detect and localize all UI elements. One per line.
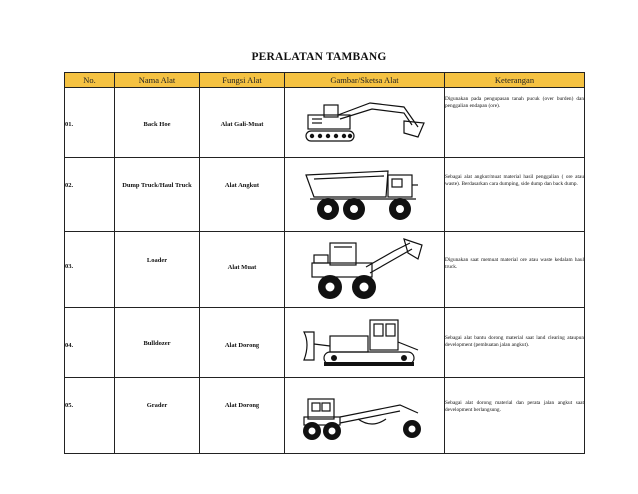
row-number: 02.	[65, 158, 115, 232]
equipment-image-cell	[285, 158, 445, 232]
equipment-function: Alat Angkut	[200, 158, 285, 232]
table-row	[65, 88, 585, 158]
equipment-description: Sebagai alat angkut/muat material hasil penggalian ( ore atau waste). Berdasarkan cara dumping, side dump dan back dump.	[445, 158, 585, 232]
equipment-name: Dump Truck/Haul Truck	[115, 158, 200, 232]
table-row	[65, 308, 585, 378]
table-row	[65, 158, 585, 232]
equipment-image-cell	[285, 232, 445, 308]
equipment-function: Alat Muat	[200, 232, 285, 308]
row-number: 03.	[65, 232, 115, 308]
equipment-description: Digunakan saat memuat material ore atau waste kedalam haul truck.	[445, 232, 585, 308]
header-fungsi-alat: Fungsi Alat	[200, 73, 285, 88]
backhoe-icon	[300, 97, 430, 149]
grader-icon	[300, 389, 430, 443]
equipment-image-cell	[285, 378, 445, 454]
equipment-image-cell	[285, 308, 445, 378]
equipment-name: Bulldozer	[115, 308, 200, 378]
table-row	[65, 378, 585, 454]
equipment-description: Digunakan pada pengupasan tanah pucuk (over burden) dan penggalian endapan (ore).	[445, 88, 585, 158]
equipment-description: Sebagai alat bantu dorong material saat land clearing ataupun development (pembuatan jalan angkut).	[445, 308, 585, 378]
equipment-name: Grader	[115, 378, 200, 454]
dump-truck-icon	[300, 167, 430, 223]
table-row	[65, 232, 585, 308]
equipment-name: Loader	[115, 232, 200, 308]
equipment-name: Back Hoe	[115, 88, 200, 158]
equipment-function: Alat Dorong	[200, 378, 285, 454]
header-no: No.	[65, 73, 115, 88]
equipment-image-cell	[285, 88, 445, 158]
header-gambar: Gambar/Sketsa Alat	[285, 73, 445, 88]
equipment-function: Alat Gali-Muat	[200, 88, 285, 158]
header-nama-alat: Nama Alat	[115, 73, 200, 88]
equipment-function: Alat Dorong	[200, 308, 285, 378]
equipment-table	[64, 72, 585, 454]
row-number: 01.	[65, 88, 115, 158]
table-header-row	[65, 73, 585, 88]
page-title: PERALATAN TAMBANG	[251, 51, 387, 63]
row-number: 05.	[65, 378, 115, 454]
row-number: 04.	[65, 308, 115, 378]
header-keterangan: Keterangan	[445, 73, 585, 88]
bulldozer-icon	[300, 314, 430, 372]
equipment-description: Sebagai alat dorong material dan perata jalan angkut saat development berlangsung.	[445, 378, 585, 454]
loader-icon	[300, 237, 430, 303]
